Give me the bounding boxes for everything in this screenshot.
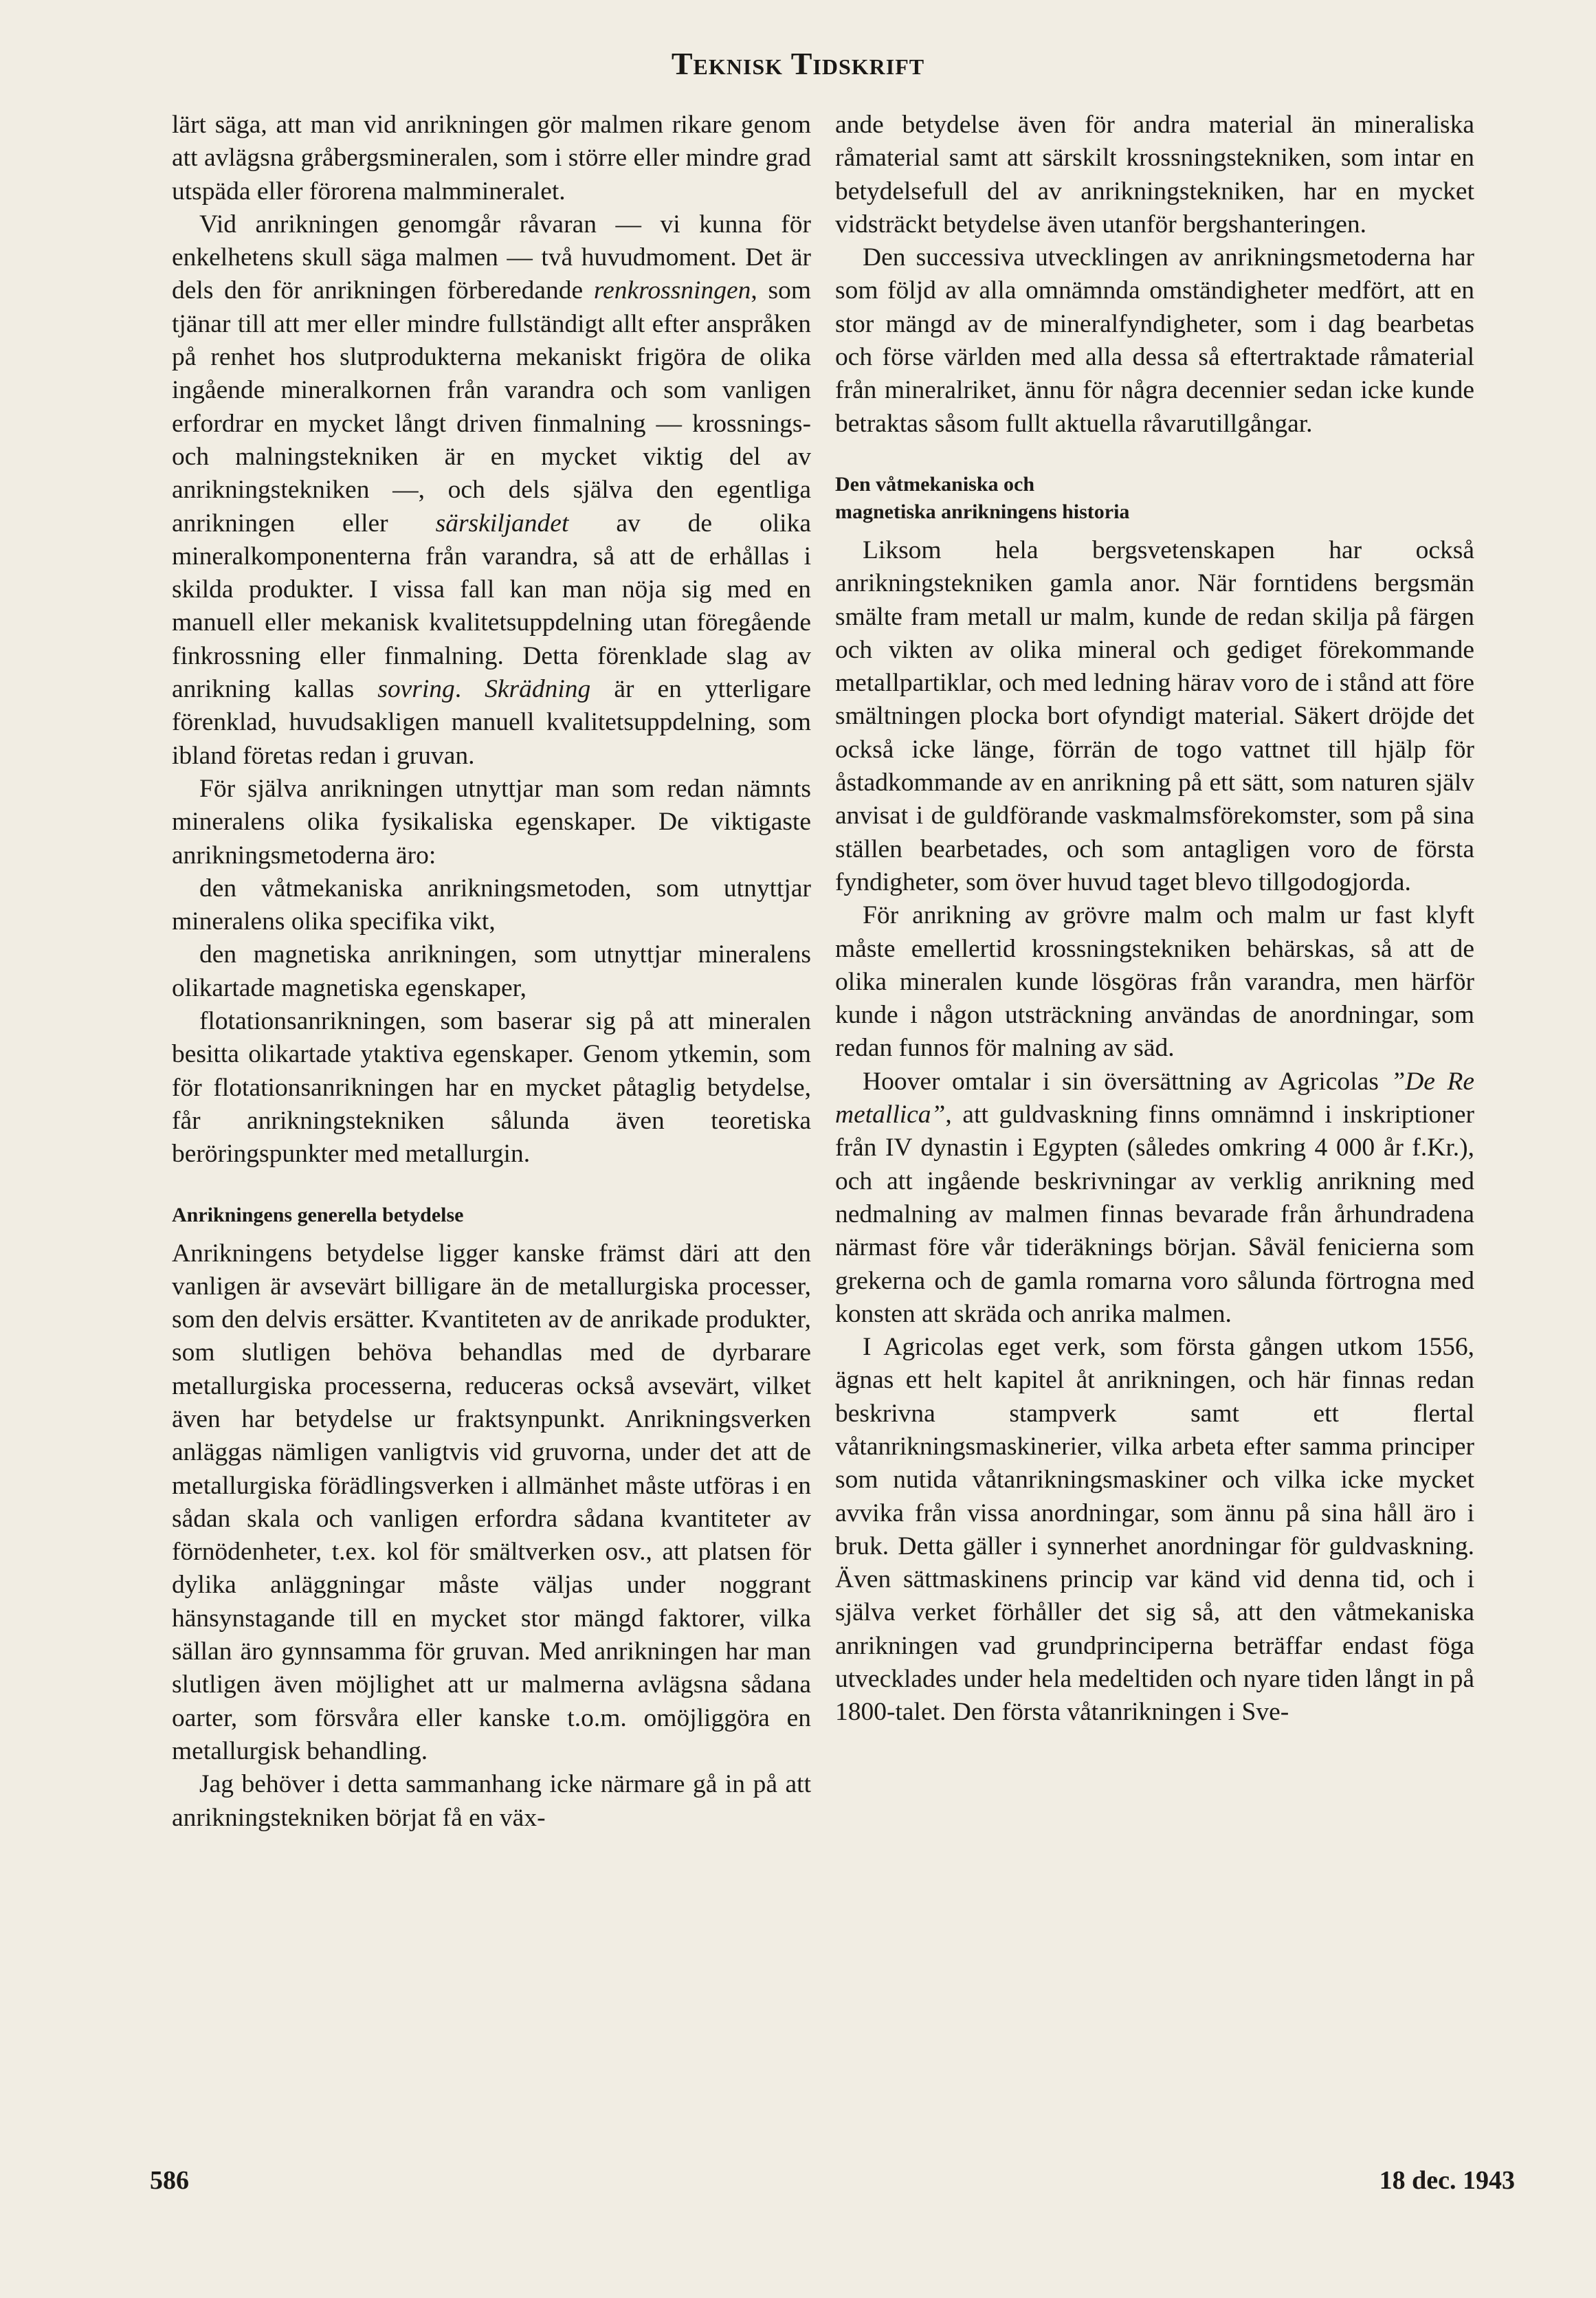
right-paragraph: Hoover omtalar i sin översättning av Agricolas ”De Re metallica”, att guldvaskning finns omnämnd i inskriptioner från IV dynastin i Egypten (således omkring 4 000 år f.Kr.), och att ingående beskrivningar av verklig anrikning med nedmalning av malmen finnas bevarade från århundradena närmast före vår tideräknings början. Såväl fenicierna som grekerna och de gamla romarna voro sålunda förtrogna med konsten att skräda och anrika malmen. (835, 1067, 1474, 1328)
right-paragraph: I Agricolas eget verk, som första gången utkom 1556, ägnas ett helt kapitel åt anrikningen, och här finnas redan beskrivna stampverk samt ett flertal våtanrikningsmaskinerier, vilka arbeta efter samma principer som nutida våtanrikningsmaskiner och vilka icke mycket avvika från vissa anordningar, som ännu på sina håll äro i bruk. Detta gäller i synnerhet anordningar för guldvaskning. Även sättmaskinens princip var känd vid denna tid, och i själva verket förhåller det sig så, att den våtmekaniska anrikningen vad grundprinciperna beträffar endast föga utvecklades under hela medeltiden och nyare tiden långt in på 1800-talet. Den första våtanrikningen i Sve- (835, 1333, 1474, 1727)
left-paragraph: den våtmekaniska anrikningsmetoden, som utnyttjar mineralens olika specifika vikt, (172, 874, 811, 936)
left-paragraph: Anrikningens betydelse ligger kanske främst däri att den vanligen är avsevärt billigare än de metallurgiska processer, som den delvis ersätter. Kvantiteten av de anrikade produkter, som slutligen behöva behandlas med de dyrbarare metallurgiska processerna, reduceras också avsevärt, vilket även har betydelse ur fraktsynpunkt. Anrikningsverken anläggas nämligen vanligtvis vid gruvorna, under det att de metallurgiska förädlingsverken i allmänhet måste utföras i en sådan skala och vanligen erfordra sådana kvantiteter av förnödenheter, t.ex. kol för smältverken osv., att platsen för dylika anläggningar måste väljas under noggrant hänsynstagande till en mycket stor mängd faktorer, vilka sällan äro gynnsamma för gruvan. Med anrikningen har man slutligen även möjlighet att ur malmerna avlägsna sådana oarter, som försvåra eller kanske t.o.m. omöjliggöra en metallurgisk behandling. (172, 1239, 811, 1765)
right-paragraph: ande betydelse även för andra material än mineraliska råmaterial samt att särskilt krossningstekniken, som intar en betydelsefull del av anrikningstekniken, har en mycket vidsträckt betydelse även utanför bergshanteringen. (835, 111, 1474, 239)
left-paragraph: Vid anrikningen genomgår råvaran — vi kunna för enkelhetens skull säga malmen — två huvudmoment. Det är dels den för anrikningen förberedande renkrossningen, som tjänar till att mer eller mindre fullständigt allt efter anspråken på renhet hos slutprodukterna mekaniskt frigöra de olika ingående mineralkornen från varandra och som vanligen erfordrar en mycket långt driven finmalning — krossnings- och malningstekniken är en mycket viktig del av anrikningstekniken —, och dels själva den egentliga anrikningen eller särskiljandet av de olika mineralkomponenterna från varandra, så att de erhållas i skilda produkter. I vissa fall kan man nöja sig med en manuell eller mekanisk kvalitetsuppdelning utan föregående finkrossning eller finmalning. Detta förenklade slag av anrikning kallas sovring. Skrädning är en ytterligare förenklad, huvudsakligen manuell kvalitetsuppdelning, som ibland företas redan i gruvan. (172, 210, 811, 770)
right-section-heading: Den våtmekaniska och magnetiska anrikningens historia (835, 472, 1130, 523)
right-paragraph: Den successiva utvecklingen av anrikningsmetoderna har som följd av alla omnämnda omständigheter medfört, att en stor mängd av de mineralfyndigheter, som i dag bearbetas och förse världen med alla dessa så eftertraktade råmaterial från mineralriket, ännu för några decennier sedan icke kunde betraktas såsom fullt aktuella råvarutillgångar. (835, 243, 1474, 438)
left-section-heading: Anrikningens generella betydelse (172, 1203, 464, 1226)
right-paragraph: Liksom hela bergsvetenskapen har också anrikningstekniken gamla anor. När forntidens bergsmän smälte fram metall ur malm, kunde de redan skilja på färgen och vikten av olika mineral och gediget förekommande metallpartiklar, och med ledning härav voro de i stånd att före smältningen plocka bort ofyndigt material. Säkert dröjde det också icke länge, förrän de togo vattnet till hjälp för åstadkommande av en anrikning på ett sätt, som naturen själv anvisat i de guldförande vaskmalmsförekomster, som på sina ställen bearbetades, och som antagligen voro de första fyndigheter, som över huvud taget blevo tillgodogjorda. (835, 535, 1474, 896)
issue-date: 18 dec. 1943 (1379, 2166, 1515, 2195)
left-paragraph: lärt säga, att man vid anrikningen gör malmen rikare genom att avlägsna gråbergsmineralen, som i större eller mindre grad utspäda eller förorena malmmineralet. (172, 111, 811, 206)
left-paragraph: flotationsanrikningen, som baserar sig på att mineralen besitta olikartade ytaktiva egenskaper. Genom ytkemin, som för flotationsanrikningen har en mycket påtaglig betydelse, får anrikningstekniken sålunda även teoretiska beröringspunkter med metallurgin. (172, 1007, 811, 1169)
page-number: 586 (150, 2166, 189, 2195)
right-text-column (835, 109, 1474, 1730)
left-paragraph: För själva anrikningen utnyttjar man som redan nämnts mineralens olika fysikaliska egenskaper. De viktigaste anrikningsmetoderna äro: (172, 774, 811, 870)
right-paragraph: För anrikning av grövre malm och malm ur fast klyft måste emellertid krossningstekniken behärskas, så att de olika mineralen kunde lösgöras från varandra, men härför kunde i någon utsträckning användas de anordningar, som redan funnos för malning av säd. (835, 901, 1474, 1063)
left-text-column (172, 109, 811, 1835)
left-paragraph: den magnetiska anrikningen, som utnyttjar mineralens olikartade magnetiska egenskaper, (172, 940, 811, 1002)
left-paragraph: Jag behöver i detta sammanhang icke närmare gå in på att anrikningstekniken börjat få en väx- (172, 1770, 811, 1832)
journal-header: Teknisk Tidskrift (671, 46, 925, 81)
